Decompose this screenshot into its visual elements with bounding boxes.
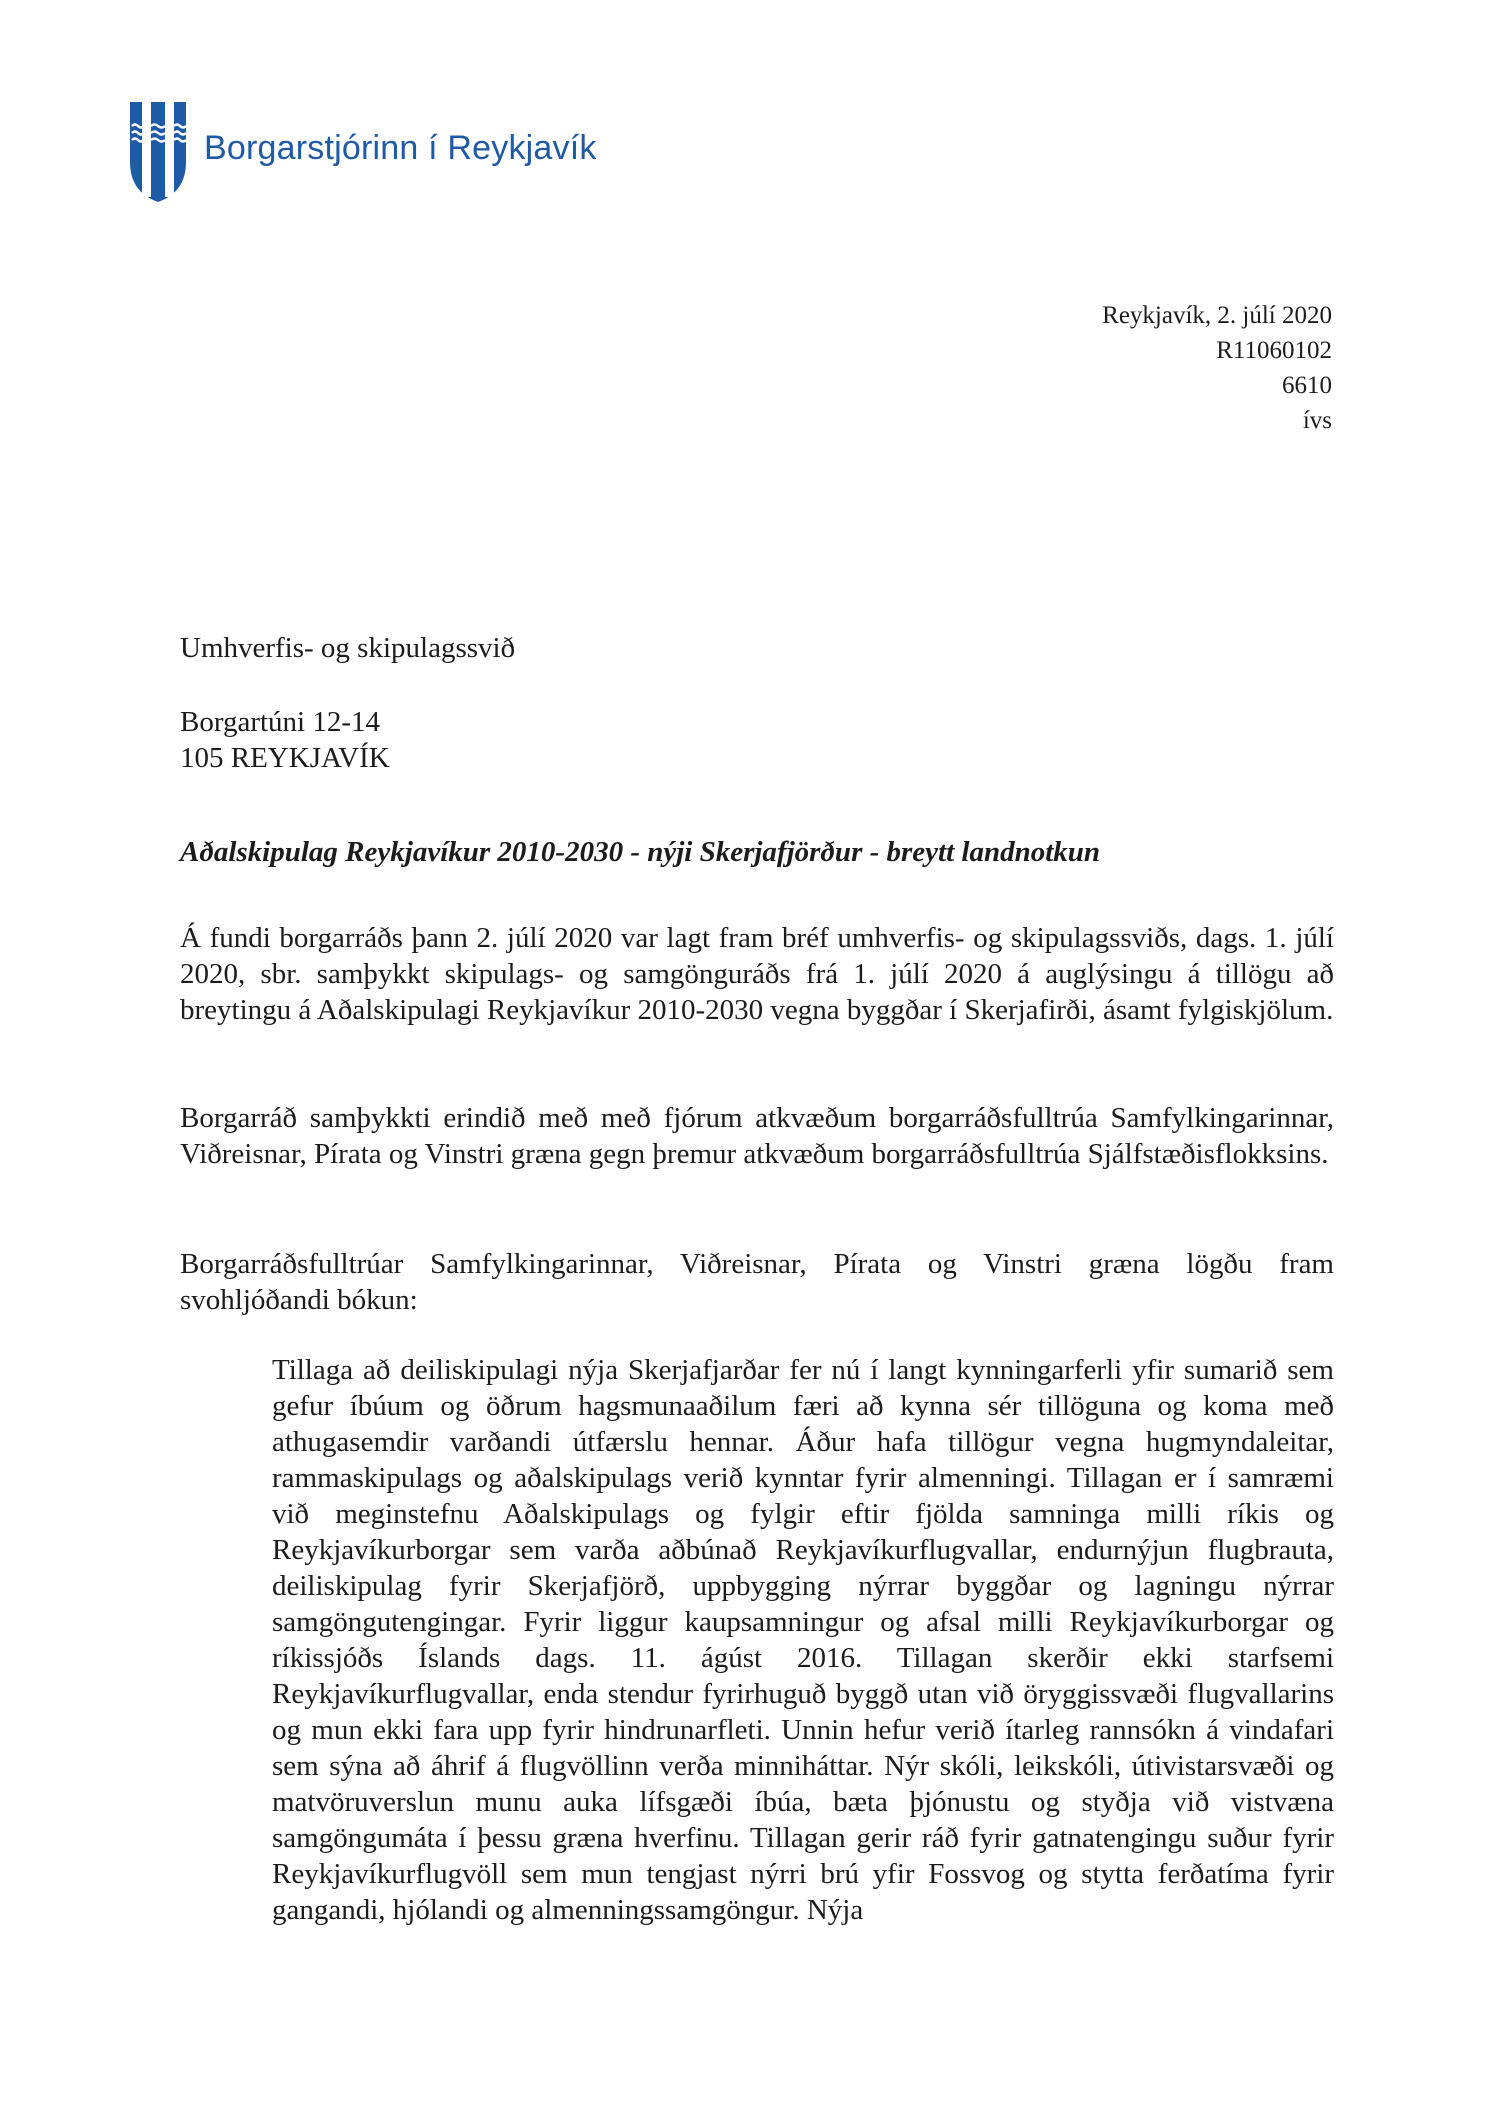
paragraph-bokun-intro: Borgarráðsfulltrúar Samfylkingarinnar, Viðreisnar, Pírata og Vinstri græna lögðu fram svohljóðandi bókun: [180,1248,1334,1316]
letter-subject: Aðalskipulag Reykjavíkur 2010-2030 - nýji Skerjafjörður - breytt landnotkun [180,836,1101,868]
recipient-city: 105 REYKJAVÍK [180,742,390,774]
letter-meta [1102,298,1332,438]
organization-name: Borgarstjórinn í Reykjavík [204,128,597,167]
letterhead [128,100,597,204]
place-date: Reykjavík, 2. júlí 2020 [1102,302,1332,329]
recipient-street: Borgartúni 12-14 [180,706,381,738]
reference-number: 6610 [1282,372,1332,399]
bokun-text: Tillaga að deiliskipulagi nýja Skerjafjarðar fer nú í langt kynningarferli yfir sumarið sem gefur íbúum og öðrum hagsmunaaðilum færi að kynna sér tillöguna og koma með athugasemdir varðandi útfærslu hennar. Áður hafa tillögur vegna hugmyndaleitar, rammaskipulags og aðalskipulags verið kynntar fyrir almenningi. Tillagan er í samræmi við meginstefnu Aðalskipulags og fylgir eftir fjölda samninga milli ríkis og Reykjavíkurborgar sem varða aðbúnað Reykjavíkurflugvallar, endurnýjun flugbrauta, deiliskipulag fyrir Skerjafjörð, uppbygging nýrrar byggðar og lagningu nýrrar samgöngutengingar. Fyrir liggur kaupsamningur og afsal milli Reykjavíkurborgar og ríkissjóðs Íslands dags. 11. ágúst 2016. Tillagan skerðir ekki starfsemi Reykjavíkurflugvallar, enda stendur fyrirhuguð byggð utan við öryggissvæði flugvallarins og mun ekki fara upp fyrir hindrunarfleti. Unnin hefur verið ítarleg rannsókn á vindafari sem sýna að áhrif á flugvöllinn verða minniháttar. Nýr skóli, leikskóli, útivistarsvæði og matvöruverslun munu auka lífsgæði íbúa, bæta þjónustu og styðja við vistvæna samgöngumáta í þessu græna hverfinu. Tillagan gerir ráð fyrir gatnatengingu suður fyrir Reykjavíkurflugvöll sem mun tengjast nýrri brú yfir Fossvog og stytta ferðatíma fyrir gangandi, hjólandi og almenningssamgöngur. Nýja [272,1354,1334,1926]
paragraph-vote: Borgarráð samþykkti erindið með með fjórum atkvæðum borgarráðsfulltrúa Samfylkingarinnar, Viðreisnar, Pírata og Vinstri græna gegn þremur atkvæðum borgarráðsfulltrúa Sjálfstæðisflokksins. [180,1102,1334,1170]
recipient-address [180,630,515,776]
case-number: R11060102 [1216,337,1332,364]
author-initials: ívs [1302,407,1332,434]
paragraph-meeting: Á fundi borgarráðs þann 2. júlí 2020 var lagt fram bréf umhverfis- og skipulagssviðs, dags. 1. júlí 2020, sbr. samþykkt skipulags- og samgönguráðs frá 1. júlí 2020 á auglýsingu á tillögu að breytingu á Aðalskipulagi Reykjavíkur 2010-2030 vegna byggðar í Skerjafirði, ásamt fylgiskjölum. [180,922,1334,1026]
bokun-quote [272,1352,1334,1928]
reykjavik-crest-icon [128,100,188,204]
recipient-department: Umhverfis- og skipulagssvið [180,632,516,664]
